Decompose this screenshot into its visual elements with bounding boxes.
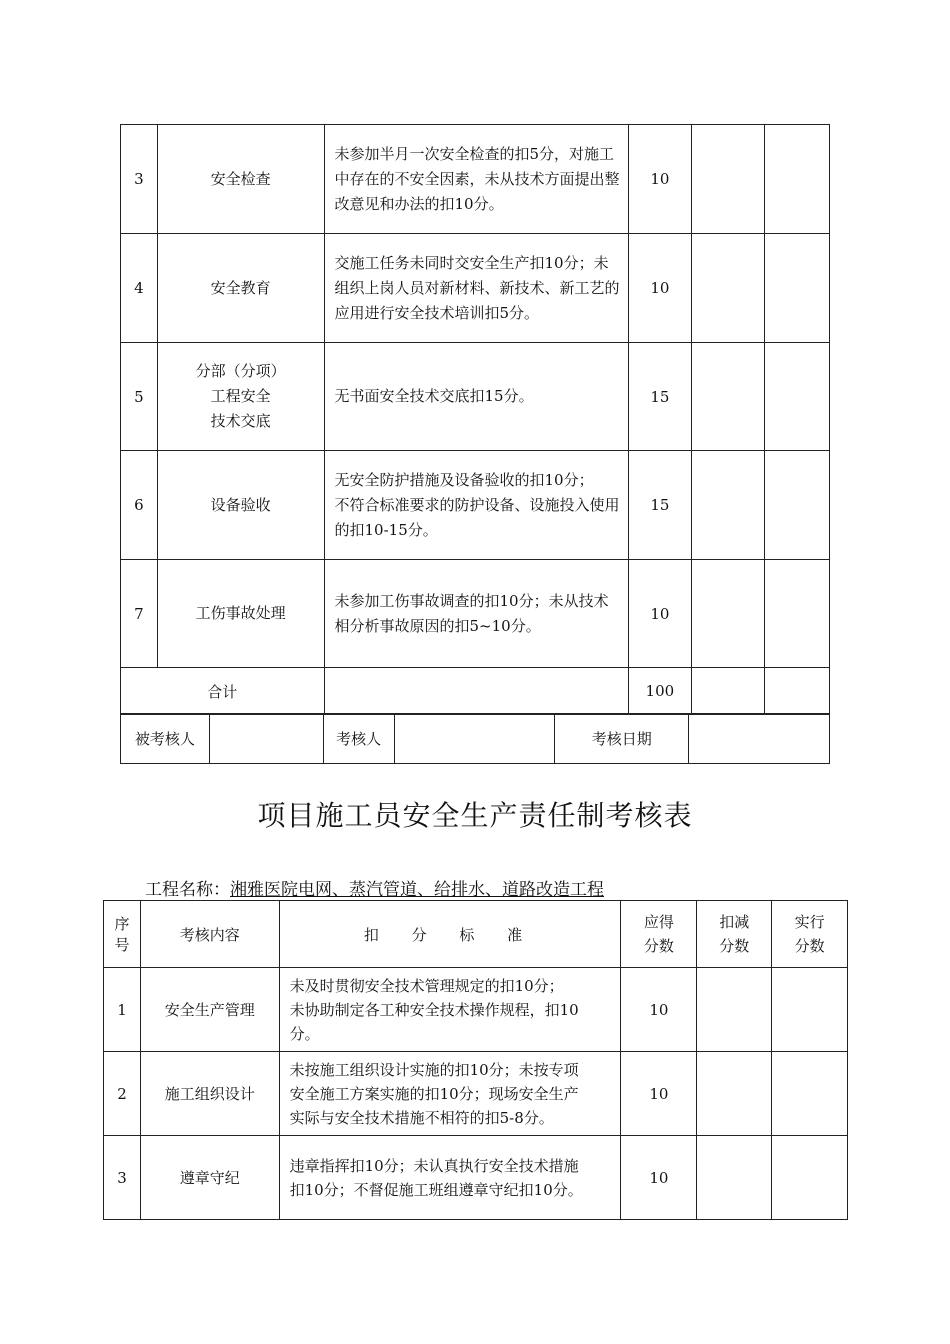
deduct-score-cell[interactable] — [692, 451, 764, 560]
row-number: 5 — [121, 343, 158, 451]
table-row — [121, 451, 830, 560]
row-number: 3 — [104, 1136, 141, 1220]
deduction-criteria: 未参加半月一次安全检查的扣5分，对施工 中存在的不安全因素，未从技术方面提出整 改意见和办法的扣10分。 — [324, 125, 628, 234]
due-score: 15 — [628, 343, 692, 451]
examiner-label: 考核人 — [323, 714, 394, 764]
deduction-criteria: 交施工任务未同时交安全生产扣10分；未 组织上岗人员对新材料、新技术、新工艺的 应用进行安全技术培训扣5分。 — [324, 234, 628, 343]
actual-score-cell[interactable] — [764, 560, 829, 668]
actual-score-cell[interactable] — [772, 1136, 848, 1220]
total-row — [121, 668, 830, 715]
item-name: 分部（分项） 工程安全 技术交底 — [157, 343, 324, 451]
header-content: 考核内容 — [140, 901, 279, 968]
item-name: 设备验收 — [157, 451, 324, 560]
assessment-table — [103, 900, 848, 1220]
table-row — [121, 234, 830, 343]
page-title: 项目施工员安全生产责任制考核表 — [257, 799, 693, 832]
deduct-score-cell[interactable] — [697, 968, 772, 1052]
deduct-score-cell[interactable] — [697, 1136, 772, 1220]
total-deduct-cell[interactable] — [692, 668, 764, 715]
row-number: 3 — [121, 125, 158, 234]
table-row — [104, 1052, 848, 1136]
due-score: 10 — [621, 1052, 697, 1136]
actual-score-cell[interactable] — [764, 234, 829, 343]
item-name: 安全检查 — [157, 125, 324, 234]
row-number: 6 — [121, 451, 158, 560]
deduction-criteria: 未及时贯彻安全技术管理规定的扣10分； 未协助制定各工种安全技术操作规程，扣10 分。 — [279, 968, 621, 1052]
table-header-row — [104, 901, 848, 968]
actual-score-cell[interactable] — [772, 968, 848, 1052]
table-row — [104, 968, 848, 1052]
row-number: 4 — [121, 234, 158, 343]
examinee-label: 被考核人 — [121, 714, 210, 764]
actual-score-cell[interactable] — [764, 125, 829, 234]
deduct-score-cell[interactable] — [692, 234, 764, 343]
project-label: 工程名称： — [145, 880, 230, 900]
deduction-criteria: 未参加工伤事故调查的扣10分；未从技术 相分析事故原因的扣5~10分。 — [324, 560, 628, 668]
deduction-criteria: 无书面安全技术交底扣15分。 — [324, 343, 628, 451]
deduct-score-cell[interactable] — [692, 125, 764, 234]
date-field[interactable] — [689, 714, 830, 764]
deduct-score-cell[interactable] — [692, 560, 764, 668]
total-label: 合计 — [121, 668, 325, 715]
header-actual-score: 实行 分数 — [772, 901, 848, 968]
row-number: 2 — [104, 1052, 141, 1136]
row-number: 7 — [121, 560, 158, 668]
table1-body — [121, 125, 830, 715]
table-row — [121, 125, 830, 234]
header-standard: 扣 分 标 准 — [279, 901, 621, 968]
item-name: 安全生产管理 — [140, 968, 279, 1052]
table-row — [121, 560, 830, 668]
project-name: 湘雅医院电网、蒸汽管道、给排水、道路改造工程 — [230, 880, 604, 900]
due-score: 10 — [628, 560, 692, 668]
signature-row — [121, 714, 830, 764]
row-number: 1 — [104, 968, 141, 1052]
header-number: 序 号 — [104, 901, 141, 968]
deduct-score-cell[interactable] — [697, 1052, 772, 1136]
actual-score-cell[interactable] — [764, 343, 829, 451]
total-score: 100 — [628, 668, 692, 715]
actual-score-cell[interactable] — [764, 451, 829, 560]
actual-score-cell[interactable] — [772, 1052, 848, 1136]
deduction-criteria: 无安全防护措施及设备验收的扣10分； 不符合标准要求的防护设备、设施投入使用 的扣10-15分。 — [324, 451, 628, 560]
deduction-criteria: 违章指挥扣10分；未认真执行安全技术措施 扣10分；不督促施工班组遵章守纪扣10分。 — [279, 1136, 621, 1220]
due-score: 10 — [628, 234, 692, 343]
due-score: 15 — [628, 451, 692, 560]
table-row — [104, 1136, 848, 1220]
item-name: 施工组织设计 — [140, 1052, 279, 1136]
assessment-table-continued — [120, 124, 830, 715]
date-label: 考核日期 — [555, 714, 689, 764]
project-name-line — [145, 875, 612, 900]
item-name: 工伤事故处理 — [157, 560, 324, 668]
item-name: 安全教育 — [157, 234, 324, 343]
due-score: 10 — [621, 968, 697, 1052]
deduct-score-cell[interactable] — [692, 343, 764, 451]
deduction-criteria: 未按施工组织设计实施的扣10分；未按专项 安全施工方案实施的扣10分；现场安全生产 实际与安全技术措施不相符的扣5-8分。 — [279, 1052, 621, 1136]
examinee-field[interactable] — [209, 714, 323, 764]
header-deduct-score: 扣减 分数 — [697, 901, 772, 968]
due-score: 10 — [628, 125, 692, 234]
total-actual-cell[interactable] — [764, 668, 829, 715]
examiner-field[interactable] — [394, 714, 555, 764]
header-due-score: 应得 分数 — [621, 901, 697, 968]
due-score: 10 — [621, 1136, 697, 1220]
table-row — [121, 343, 830, 451]
item-name: 遵章守纪 — [140, 1136, 279, 1220]
signature-row-table — [120, 713, 830, 764]
total-blank-cell — [324, 668, 628, 715]
